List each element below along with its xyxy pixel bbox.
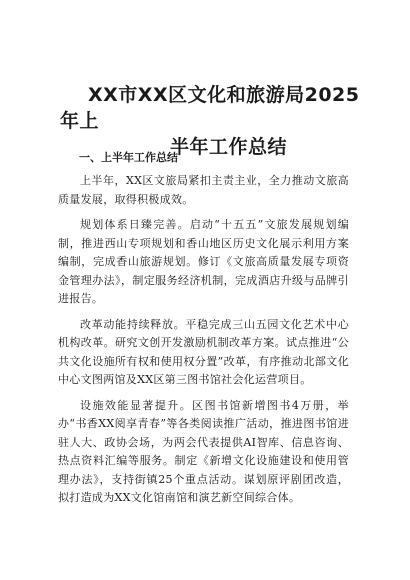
paragraph-reform: 改革动能持续释放。平稳完成三山五园文化艺术中心机构改革。研究文创开发激励机制改革方案。试点推进“公共文化设施所有权和使用权分置”改革，有序推动北部文化中心文图两馆及XX区第三图书馆社会化运营项目。: [58, 317, 349, 386]
document-title: [60, 82, 370, 160]
title-line-1: XX市XX区文化和旅游局2025年上: [60, 84, 360, 132]
title-line-2: 半年工作总结: [170, 136, 288, 158]
paragraph-facilities: 设施效能显著提升。区图书馆新增图书4万册，举办“书香XX阅享青春”等各类阅读推广活动，推进图书馆进驻人大、政协会场，为两会代表提供AI智库、信息咨询、热点资料汇编等服务。制定《新增文化设施建设和使用管理办法》，支持街镇25个重点活动。谋划原评剧团改造，拟打造成为XX文化馆南馆和演艺新空间综合体。: [58, 398, 349, 504]
section-heading: 一、上半年工作总结: [79, 151, 178, 164]
paragraph-intro: 上半年，XX区文旅局紧扣主责主业，全力推动文旅高质量发展，取得积极成效。: [58, 174, 349, 206]
paragraph-planning: 规划体系日臻完善。启动“十五五”文旅发展规划编制，推进西山专项规划和香山地区历史文化展示利用方案编制，完成香山旅游规划。修订《文旅高质量发展专项资金管理办法》，制定服务经济机制，完成酒店升级与品牌引进报告。: [58, 218, 349, 305]
document-body: [58, 172, 349, 515]
